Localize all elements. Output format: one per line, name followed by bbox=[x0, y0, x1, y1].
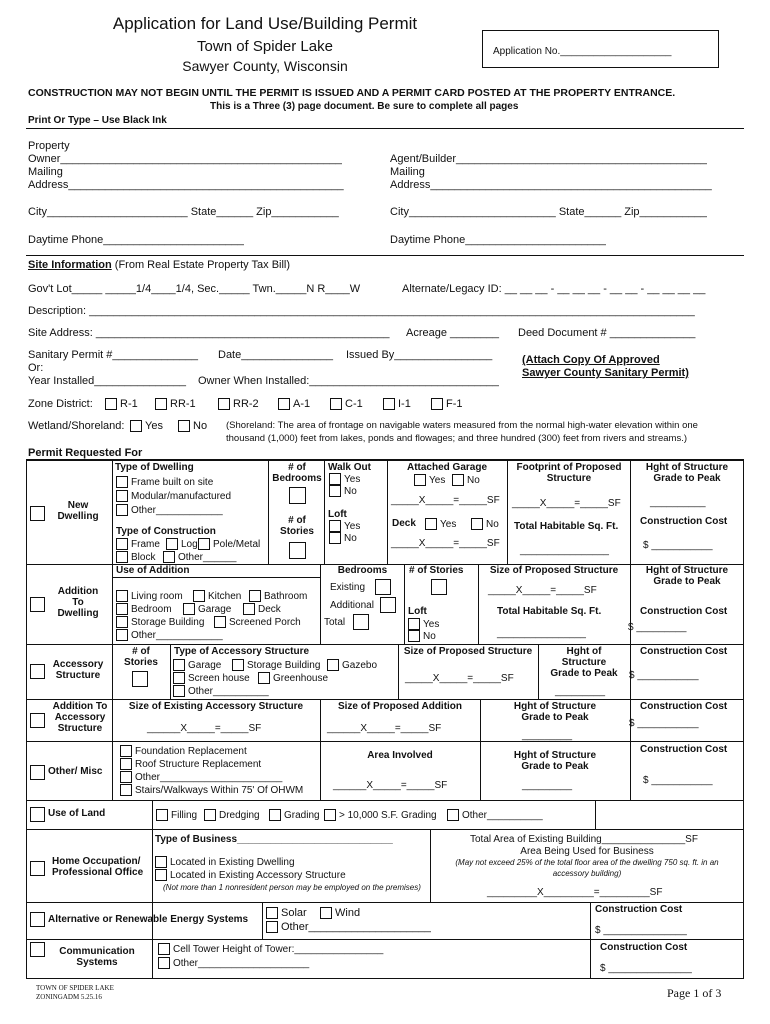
legacy-id-field[interactable]: Alternate/Legacy ID: __ __ __ - __ __ __ - __ __ - __ __ __ __ bbox=[402, 283, 706, 295]
footer-code: ZONINGADM 5.25.16 bbox=[36, 993, 102, 1001]
proposed-addition-heading: Size of Proposed Addition bbox=[337, 701, 463, 712]
garage-no[interactable]: No bbox=[452, 474, 480, 486]
communication-checkbox[interactable] bbox=[30, 942, 45, 957]
log-option[interactable]: Log bbox=[166, 538, 198, 550]
addition-other-option[interactable]: Other____________ bbox=[116, 629, 223, 641]
checkbox[interactable] bbox=[163, 551, 175, 563]
addition-cost-label: Construction Cost bbox=[640, 606, 728, 617]
checkbox[interactable] bbox=[414, 474, 426, 486]
zone-rr2[interactable]: RR-2 bbox=[218, 398, 259, 410]
alternative-energy-checkbox[interactable] bbox=[30, 912, 45, 927]
attach-sanitary-note-2: Sawyer County Sanitary Permit) bbox=[522, 367, 689, 379]
home-occupation-label: Home Occupation/ Professional Office bbox=[52, 856, 144, 878]
checkbox[interactable] bbox=[120, 771, 132, 783]
checkbox[interactable] bbox=[266, 907, 278, 919]
bedrooms-box[interactable] bbox=[289, 487, 306, 504]
misc-height-heading: Hght of Structure Grade to Peak bbox=[513, 750, 597, 772]
checkbox[interactable] bbox=[116, 616, 128, 628]
addition-dwelling-checkbox[interactable] bbox=[30, 597, 45, 612]
owner-address-field[interactable]: Address_____________________________________________ bbox=[28, 179, 344, 191]
sanitary-date-field[interactable]: Date_______________ bbox=[218, 349, 334, 361]
existing-bedrooms-box[interactable] bbox=[375, 579, 391, 595]
addition-accessory-cost-field[interactable]: $ ___________ bbox=[629, 718, 699, 729]
checkbox[interactable] bbox=[218, 398, 230, 410]
checkbox[interactable] bbox=[193, 590, 205, 602]
checkbox[interactable] bbox=[329, 473, 341, 485]
checkbox[interactable] bbox=[116, 551, 128, 563]
checkbox[interactable] bbox=[329, 520, 341, 532]
checkbox[interactable] bbox=[330, 398, 342, 410]
footprint-heading: Footprint of Proposed Structure bbox=[516, 462, 622, 484]
comm-cost-label: Construction Cost bbox=[600, 942, 688, 953]
checkbox[interactable] bbox=[269, 809, 281, 821]
living-room-option[interactable]: Living room bbox=[116, 590, 183, 602]
deck-size-field[interactable]: _____X_____=_____SF bbox=[391, 538, 500, 549]
accessory-size-field[interactable]: _____X_____=_____SF bbox=[405, 673, 514, 684]
accessory-gazebo-option[interactable]: Gazebo bbox=[327, 659, 377, 671]
area-involved-heading: Area Involved bbox=[367, 750, 433, 761]
checkbox[interactable] bbox=[173, 672, 185, 684]
owner-city-field[interactable]: City_______________________ State______ Zip___________ bbox=[28, 206, 339, 218]
owner-field[interactable]: Owner______________________________________________ bbox=[28, 153, 342, 165]
or-label: Or: bbox=[28, 362, 44, 374]
energy-cost-field[interactable]: $ _______________ bbox=[595, 925, 687, 936]
bathroom-option[interactable]: Bathroom bbox=[249, 590, 307, 602]
checkbox[interactable] bbox=[158, 943, 170, 955]
deck-option[interactable]: Deck bbox=[243, 603, 281, 615]
area-involved-field[interactable]: ______X_____=_____SF bbox=[333, 780, 448, 791]
misc-cost-field[interactable]: $ ___________ bbox=[643, 775, 713, 786]
checkbox[interactable] bbox=[198, 538, 210, 550]
addition-size-heading: Size of Proposed Structure bbox=[489, 565, 619, 576]
checkbox[interactable] bbox=[173, 659, 185, 671]
checkbox[interactable] bbox=[178, 420, 190, 432]
nonresident-note: (Not more than 1 nonresident person may be employed on the premises) bbox=[163, 883, 421, 892]
walkout-yes[interactable]: Yes bbox=[329, 473, 360, 485]
solar-option[interactable]: Solar bbox=[266, 907, 307, 919]
checkbox[interactable] bbox=[258, 672, 270, 684]
garage-size-field[interactable]: _____X_____=_____SF bbox=[391, 495, 500, 506]
checkbox[interactable] bbox=[320, 907, 332, 919]
use-of-land-label: Use of Land bbox=[48, 808, 106, 819]
permit-heading: Permit Requested For bbox=[28, 447, 143, 459]
accessory-structure-label: Accessory Structure bbox=[52, 659, 104, 681]
county-name: Sawyer County, Wisconsin bbox=[182, 58, 348, 74]
misc-height-field[interactable]: _________ bbox=[522, 780, 573, 791]
addition-accessory-label: Addition To Accessory Structure bbox=[52, 701, 108, 734]
checkbox[interactable] bbox=[408, 618, 420, 630]
checkbox[interactable] bbox=[158, 957, 170, 969]
deed-document-field[interactable]: Deed Document # ______________ bbox=[518, 327, 696, 339]
located-accessory-option[interactable]: Located in Existing Accessory Structure bbox=[155, 869, 346, 881]
zone-f1[interactable]: F-1 bbox=[431, 398, 463, 410]
construction-other-option[interactable]: Other______ bbox=[163, 551, 236, 563]
addition-habitable-label: Total Habitable Sq. Ft. bbox=[497, 606, 602, 617]
type-of-construction-heading: Type of Construction bbox=[116, 526, 216, 537]
checkbox[interactable] bbox=[120, 745, 132, 757]
zone-a1[interactable]: A-1 bbox=[278, 398, 310, 410]
construction-cost-label: Construction Cost bbox=[640, 516, 728, 527]
area-limit-note-2: accessory building) bbox=[552, 869, 622, 878]
print-note: Print Or Type – Use Black Ink bbox=[28, 115, 167, 126]
other-misc-label: Other/ Misc bbox=[48, 766, 103, 777]
deck-label: Deck bbox=[392, 518, 416, 529]
habitable-sqft-field[interactable]: ________________ bbox=[520, 545, 609, 556]
dredging-option[interactable]: Dredging bbox=[204, 809, 260, 821]
walkout-no[interactable]: No bbox=[329, 485, 357, 497]
bedrooms-heading: # of Bedrooms bbox=[272, 462, 322, 484]
kitchen-option[interactable]: Kitchen bbox=[193, 590, 241, 602]
checkbox[interactable] bbox=[120, 784, 132, 796]
zone-c1[interactable]: C-1 bbox=[330, 398, 363, 410]
checkbox[interactable] bbox=[214, 616, 226, 628]
energy-cost-label: Construction Cost bbox=[595, 904, 683, 915]
checkbox[interactable] bbox=[447, 809, 459, 821]
checkbox[interactable] bbox=[116, 490, 128, 502]
property-label: Property bbox=[28, 140, 70, 152]
accessory-stories-box[interactable] bbox=[132, 671, 148, 687]
issued-by-field[interactable]: Issued By________________ bbox=[346, 349, 493, 361]
addition-cost-field[interactable]: $ _________ bbox=[628, 622, 687, 633]
deck-no[interactable]: No bbox=[471, 518, 499, 530]
checkbox[interactable] bbox=[120, 758, 132, 770]
addition-height-heading: Hght of Structure Grade to Peak bbox=[645, 565, 729, 587]
accessory-greenhouse-option[interactable]: Greenhouse bbox=[258, 672, 328, 684]
owner-installed-field[interactable]: Owner When Installed:_______________________________ bbox=[198, 375, 499, 387]
existing-accessory-size-heading: Size of Existing Accessory Structure bbox=[128, 701, 304, 712]
comm-cost-field[interactable]: $ _______________ bbox=[600, 963, 692, 974]
new-dwelling-label: New Dwelling bbox=[57, 500, 99, 522]
modular-option[interactable]: Modular/manufactured bbox=[116, 490, 231, 502]
addition-habitable-field[interactable]: ________________ bbox=[497, 628, 586, 639]
frame-option[interactable]: Frame bbox=[116, 538, 160, 550]
dwelling-other-option[interactable]: Other____________ bbox=[116, 504, 223, 516]
accessory-stories-heading: # of Stories bbox=[124, 646, 158, 668]
garage-option[interactable]: Garage bbox=[183, 603, 231, 615]
checkbox[interactable] bbox=[329, 532, 341, 544]
agent-phone-field[interactable]: Daytime Phone_______________________ bbox=[390, 234, 606, 246]
deck-yes[interactable]: Yes bbox=[425, 518, 456, 530]
accessory-other-option[interactable]: Other__________ bbox=[173, 685, 269, 697]
checkbox[interactable] bbox=[116, 538, 128, 550]
accessory-cost-field[interactable]: $ ___________ bbox=[629, 670, 699, 681]
total-existing-area-field[interactable]: Total Area of Existing Building_______________SF bbox=[470, 834, 698, 845]
wetland-yes[interactable]: Yes bbox=[130, 420, 163, 432]
bedroom-option[interactable]: Bedroom bbox=[116, 603, 172, 615]
addition-size-field[interactable]: _____X_____=_____SF bbox=[488, 585, 597, 596]
checkbox[interactable] bbox=[425, 518, 437, 530]
checkbox[interactable] bbox=[431, 398, 443, 410]
checkbox[interactable] bbox=[155, 398, 167, 410]
loft-yes[interactable]: Yes bbox=[329, 520, 360, 532]
wind-option[interactable]: Wind bbox=[320, 907, 360, 919]
home-occupation-checkbox[interactable] bbox=[30, 861, 45, 876]
addition-dwelling-label: Addition To Dwelling bbox=[57, 586, 99, 619]
checkbox[interactable] bbox=[278, 398, 290, 410]
height-heading: Hght of Structure Grade to Peak bbox=[645, 462, 729, 484]
agent-mailing-label: Mailing bbox=[390, 166, 425, 178]
checkbox[interactable] bbox=[130, 420, 142, 432]
addition-stories-heading: # of Stories bbox=[409, 565, 464, 576]
checkbox[interactable] bbox=[243, 603, 255, 615]
agent-field[interactable]: Agent/Builder_________________________________________ bbox=[390, 153, 707, 165]
total-bedrooms-box[interactable] bbox=[353, 614, 369, 630]
addition-loft-label: Loft bbox=[408, 606, 427, 617]
new-dwelling-checkbox[interactable] bbox=[30, 506, 45, 521]
walkout-heading: Walk Out bbox=[328, 462, 371, 473]
checkbox[interactable] bbox=[266, 921, 278, 933]
addition-accessory-height-heading: Hght of Structure Grade to Peak bbox=[513, 701, 597, 723]
checkbox[interactable] bbox=[166, 538, 178, 550]
checkbox[interactable] bbox=[173, 685, 185, 697]
type-of-dwelling-heading: Type of Dwelling bbox=[115, 462, 194, 473]
checkbox[interactable] bbox=[329, 485, 341, 497]
height-field[interactable]: __________ bbox=[650, 497, 706, 508]
communication-label: Communication Systems bbox=[59, 946, 135, 968]
area-limit-note-1: (May not exceed 25% of the total floor area of the dwelling 750 sq. ft. in an bbox=[455, 858, 719, 867]
checkbox[interactable] bbox=[116, 590, 128, 602]
form-title: Application for Land Use/Building Permit bbox=[112, 14, 418, 33]
checkbox[interactable] bbox=[383, 398, 395, 410]
checkbox[interactable] bbox=[105, 398, 117, 410]
misc-cost-label: Construction Cost bbox=[640, 744, 728, 755]
agent-address-field[interactable]: Address______________________________________________ bbox=[390, 179, 712, 191]
site-address-field[interactable]: Site Address: ________________________________________________ bbox=[28, 327, 390, 339]
land-other-option[interactable]: Other__________ bbox=[447, 809, 543, 821]
checkbox[interactable] bbox=[408, 630, 420, 642]
accessory-height-field[interactable]: _________ bbox=[555, 686, 606, 697]
owner-mailing-label: Mailing bbox=[28, 166, 63, 178]
total-bedrooms-label: Total bbox=[324, 617, 346, 628]
use-of-land-checkbox[interactable] bbox=[30, 807, 45, 822]
screened-porch-option[interactable]: Screened Porch bbox=[214, 616, 301, 628]
foundation-replacement-option[interactable]: Foundation Replacement bbox=[120, 745, 247, 757]
checkbox[interactable] bbox=[324, 809, 336, 821]
attached-garage-heading: Attached Garage bbox=[406, 462, 488, 473]
accessory-size-heading: Size of Proposed Structure bbox=[403, 646, 533, 657]
located-dwelling-option[interactable]: Located in Existing Dwelling bbox=[155, 856, 295, 868]
misc-other-option[interactable]: Other______________________ bbox=[120, 771, 282, 783]
site-info-note: (From Real Estate Property Tax Bill) bbox=[114, 259, 291, 271]
grading-option[interactable]: Grading bbox=[269, 809, 320, 821]
accessory-storage-option[interactable]: Storage Building bbox=[232, 659, 320, 671]
accessory-height-heading: Hght of Structure Grade to Peak bbox=[550, 646, 618, 679]
stairs-walkways-option[interactable]: Stairs/Walkways Within 75' Of OHWM bbox=[120, 784, 303, 796]
town-name: Town of Spider Lake bbox=[197, 38, 333, 55]
type-of-business-field[interactable]: Type of Business____________________________ bbox=[155, 834, 393, 845]
description-field[interactable]: Description: ___________________________________________________________________________________________________ bbox=[28, 305, 695, 317]
business-area-field[interactable]: _________X_________=_________SF bbox=[487, 887, 663, 898]
filling-option[interactable]: Filling bbox=[156, 809, 197, 821]
zone-i1[interactable]: I-1 bbox=[383, 398, 411, 410]
addition-accessory-checkbox[interactable] bbox=[30, 713, 45, 728]
block-option[interactable]: Block bbox=[116, 551, 155, 563]
checkbox[interactable] bbox=[156, 809, 168, 821]
agent-city-field[interactable]: City________________________ State______ Zip___________ bbox=[390, 206, 707, 218]
checkbox[interactable] bbox=[155, 856, 167, 868]
stories-box[interactable] bbox=[289, 542, 306, 559]
frame-built-option[interactable]: Frame built on site bbox=[116, 476, 213, 488]
govt-lot-field[interactable]: Gov't Lot_____ _____1/4____1/4, Sec._____ Twn._____N R____W bbox=[28, 283, 361, 295]
checkbox[interactable] bbox=[232, 659, 244, 671]
addition-loft-yes[interactable]: Yes bbox=[408, 618, 439, 630]
checkbox[interactable] bbox=[116, 476, 128, 488]
accessory-type-heading: Type of Accessory Structure bbox=[174, 646, 310, 657]
comm-other-option[interactable]: Other____________________ bbox=[158, 957, 309, 969]
additional-bedrooms-box[interactable] bbox=[380, 597, 396, 613]
sanitary-permit-field[interactable]: Sanitary Permit #______________ bbox=[28, 349, 199, 361]
shoreland-note-2: thousand (1,000) feet from lakes, ponds and flowages; and three hundred (300) feet from rivers and streams.) bbox=[226, 433, 688, 444]
addition-accessory-height-field[interactable]: _________ bbox=[522, 730, 573, 741]
storage-building-option[interactable]: Storage Building bbox=[116, 616, 204, 628]
garage-yes[interactable]: Yes bbox=[414, 474, 445, 486]
accessory-screen-house-option[interactable]: Screen house bbox=[173, 672, 250, 684]
owner-phone-field[interactable]: Daytime Phone_______________________ bbox=[28, 234, 244, 246]
cell-tower-option[interactable]: Cell Tower Height of Tower:________________ bbox=[158, 943, 383, 955]
accessory-garage-option[interactable]: Garage bbox=[173, 659, 221, 671]
existing-accessory-size-field[interactable]: ______X_____=_____SF bbox=[147, 723, 262, 734]
addition-bedrooms-heading: Bedrooms bbox=[337, 565, 388, 576]
zone-rr1[interactable]: RR-1 bbox=[155, 398, 196, 410]
addition-stories-box[interactable] bbox=[431, 579, 447, 595]
addition-accessory-cost-label: Construction Cost bbox=[640, 701, 728, 712]
pages-note: This is a Three (3) page document. Be sure to complete all pages bbox=[210, 101, 519, 112]
loft-heading: Loft bbox=[328, 509, 347, 520]
energy-other-option[interactable]: Other____________________ bbox=[266, 921, 431, 933]
checkbox[interactable] bbox=[116, 504, 128, 516]
checkbox[interactable] bbox=[183, 603, 195, 615]
construction-warning: CONSTRUCTION MAY NOT BEGIN UNTIL THE PERMIT IS ISSUED AND A PERMIT CARD POSTED AT THE PROPERTY ENTRANCE. bbox=[28, 87, 676, 99]
footprint-size-field[interactable]: _____X_____=_____SF bbox=[512, 498, 621, 509]
checkbox[interactable] bbox=[471, 518, 483, 530]
attach-sanitary-note-1: (Attach Copy Of Approved bbox=[522, 354, 660, 366]
zone-district-label: Zone District: bbox=[28, 398, 93, 410]
application-number-field: Application No.____________________ bbox=[493, 46, 672, 57]
checkbox[interactable] bbox=[155, 869, 167, 881]
accessory-structure-checkbox[interactable] bbox=[30, 664, 45, 679]
shoreland-note-1: (Shoreland: The area of frontage on navigable waters measured from the normal high-water elevation within one bbox=[226, 420, 698, 431]
footer-town: TOWN OF SPIDER LAKE bbox=[36, 984, 114, 992]
roof-replacement-option[interactable]: Roof Structure Replacement bbox=[120, 758, 261, 770]
accessory-cost-label: Construction Cost bbox=[640, 646, 728, 657]
large-grading-option[interactable]: > 10,000 S.F. Grading bbox=[324, 809, 437, 821]
page-number: Page 1 of 3 bbox=[667, 986, 722, 1000]
wetland-no[interactable]: No bbox=[178, 420, 207, 432]
loft-no[interactable]: No bbox=[329, 532, 357, 544]
construction-cost-field[interactable]: $ ___________ bbox=[643, 540, 713, 551]
checkbox[interactable] bbox=[452, 474, 464, 486]
checkbox[interactable] bbox=[249, 590, 261, 602]
alternative-energy-label: Alternative or Renewable Energy Systems bbox=[48, 914, 249, 925]
other-misc-checkbox[interactable] bbox=[30, 765, 45, 780]
habitable-sqft-label: Total Habitable Sq. Ft. bbox=[514, 521, 619, 532]
pole-metal-option[interactable]: Pole/Metal bbox=[198, 538, 260, 550]
checkbox[interactable] bbox=[116, 629, 128, 641]
existing-bedrooms-label: Existing bbox=[330, 582, 366, 593]
site-info-heading: Site Information bbox=[28, 259, 112, 271]
year-installed-field[interactable]: Year Installed_______________ bbox=[28, 375, 187, 387]
proposed-addition-size-field[interactable]: ______X_____=_____SF bbox=[327, 723, 442, 734]
checkbox[interactable] bbox=[116, 603, 128, 615]
checkbox[interactable] bbox=[204, 809, 216, 821]
zone-r1[interactable]: R-1 bbox=[105, 398, 138, 410]
checkbox[interactable] bbox=[327, 659, 339, 671]
use-of-addition-heading: Use of Addition bbox=[116, 565, 190, 576]
addition-loft-no[interactable]: No bbox=[408, 630, 436, 642]
acreage-field[interactable]: Acreage ________ bbox=[406, 327, 499, 339]
wetland-label: Wetland/Shoreland: bbox=[28, 420, 125, 432]
additional-bedrooms-label: Additional bbox=[330, 600, 374, 611]
area-used-business-label: Area Being Used for Business bbox=[520, 846, 654, 857]
stories-heading: # of Stories bbox=[280, 515, 314, 537]
